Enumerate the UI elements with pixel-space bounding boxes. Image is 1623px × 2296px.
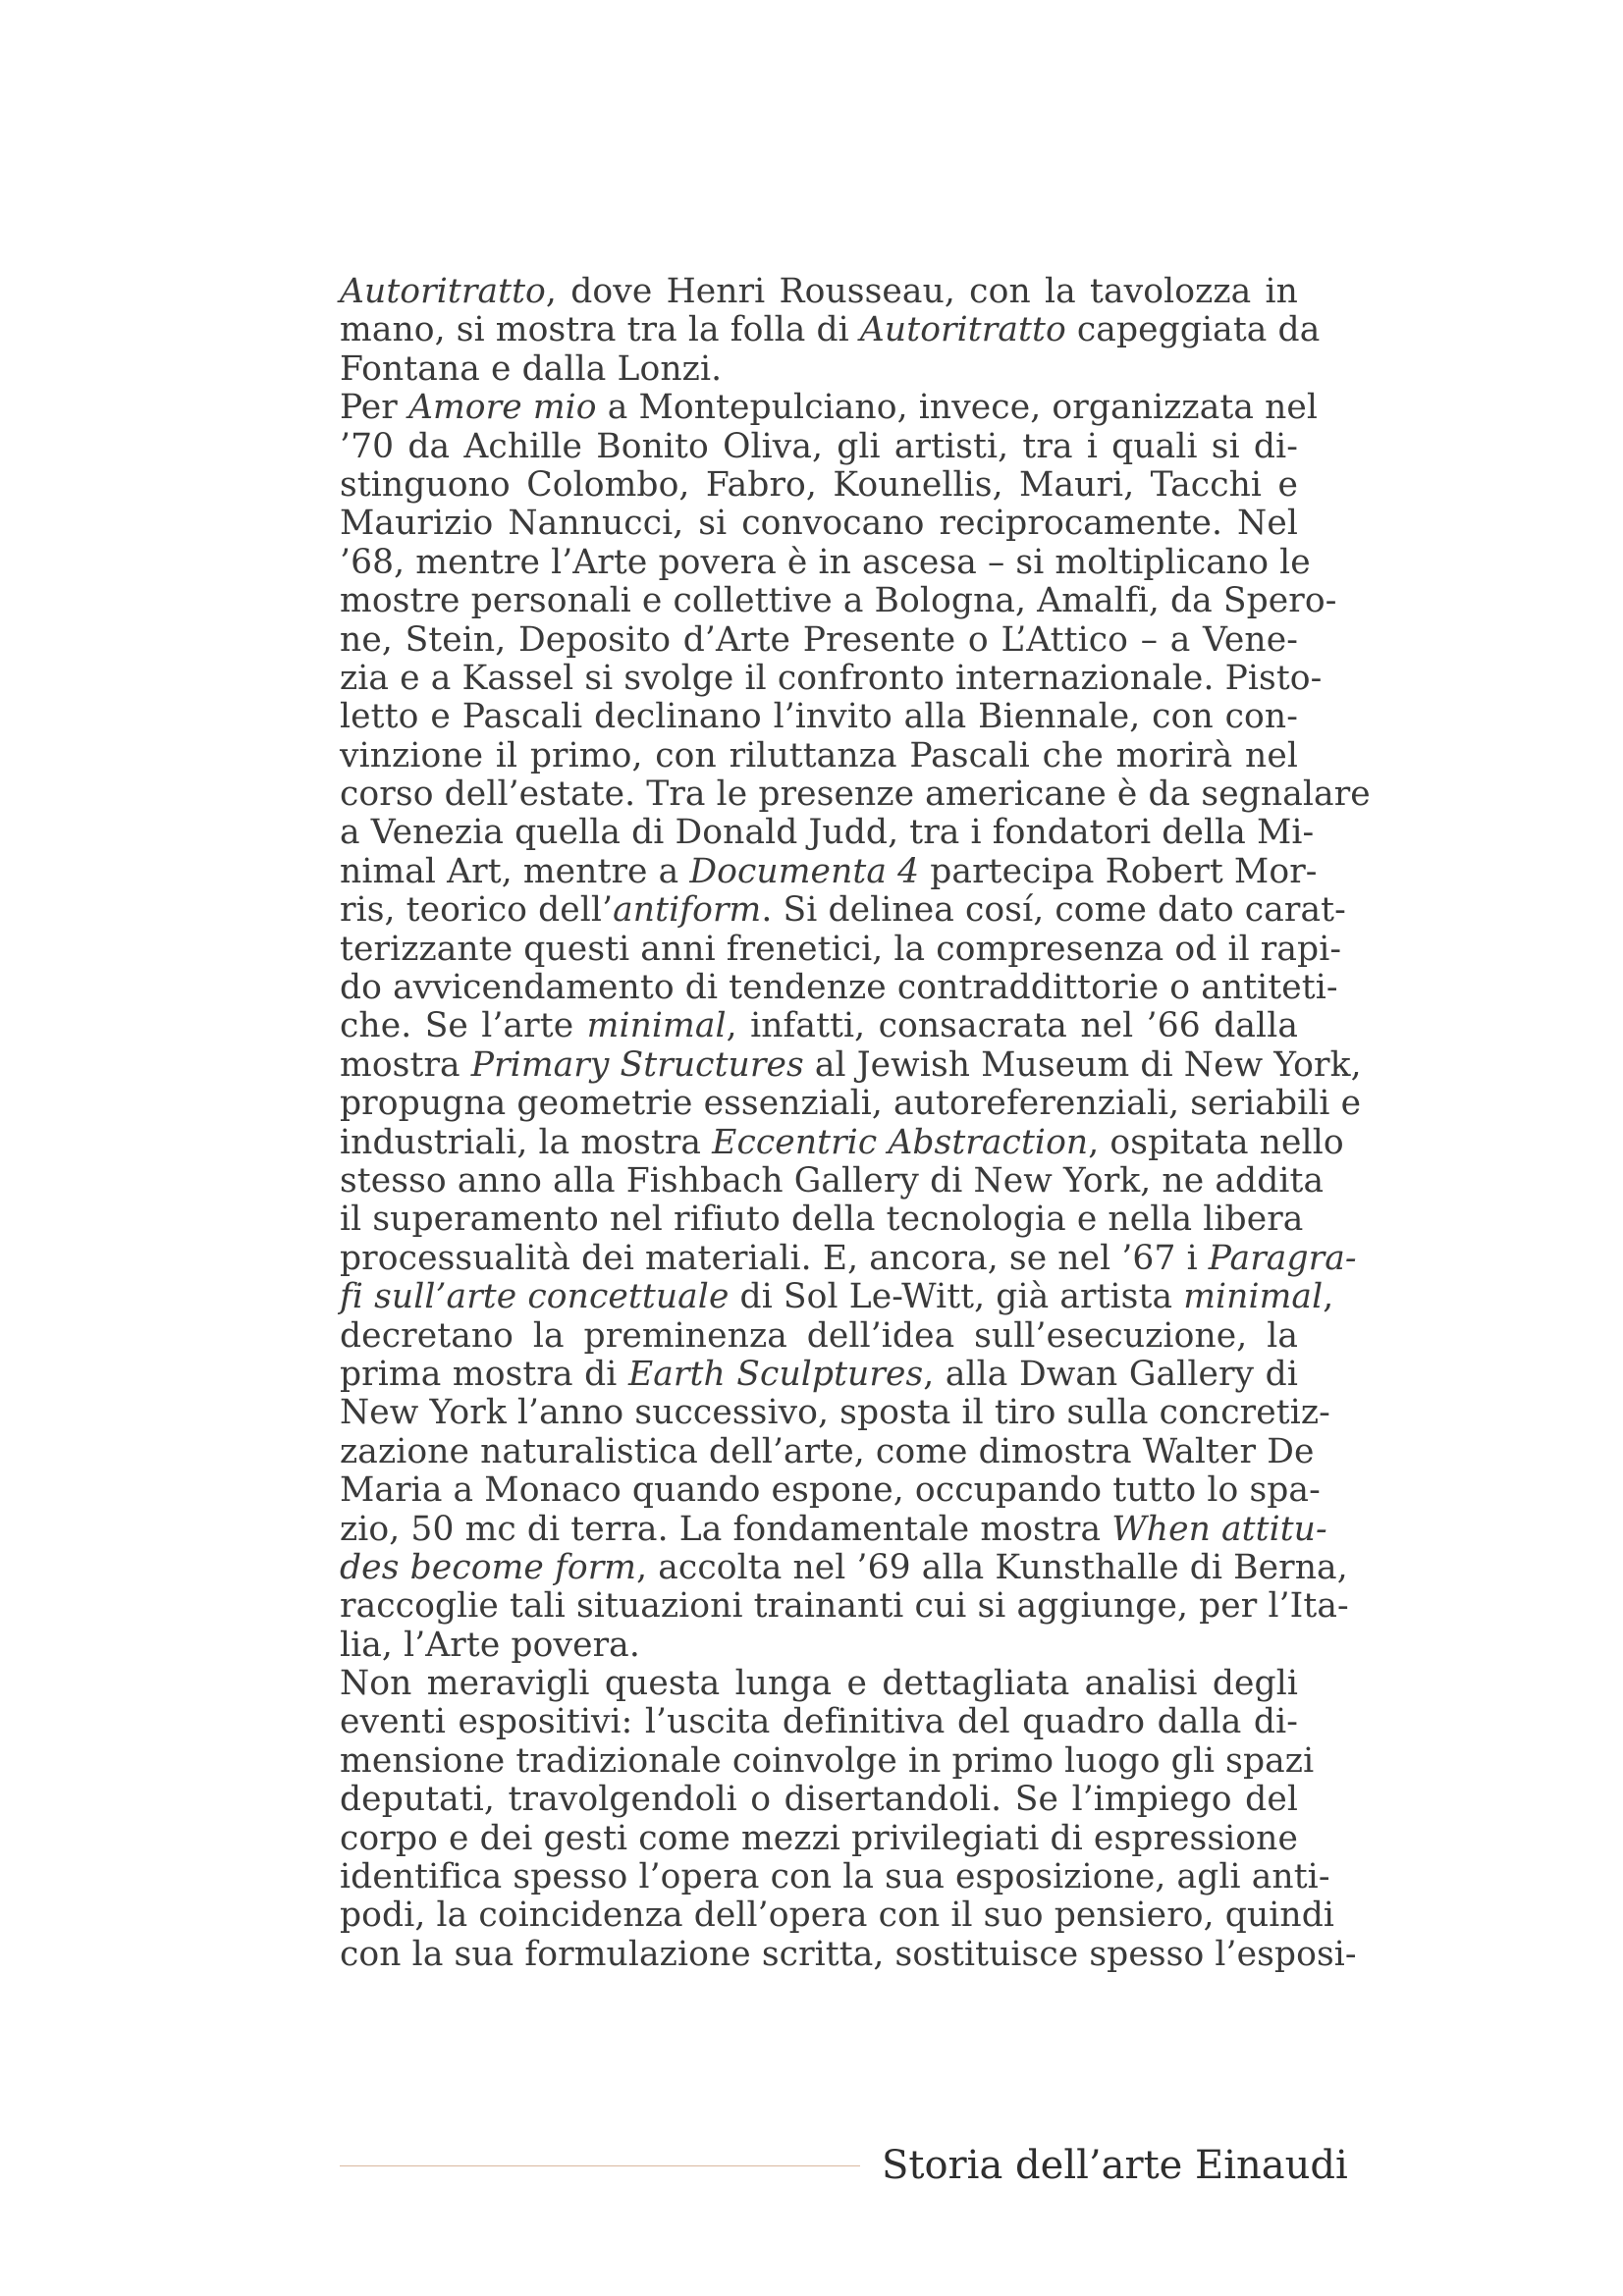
text-line <box>340 1820 1298 1858</box>
text-line <box>340 466 1298 505</box>
text-segment: a Montepulciano, invece, organizzata nel <box>596 388 1319 428</box>
body-text <box>340 272 1371 1974</box>
text-line <box>340 929 1342 969</box>
text-segment: il superamento nel rifiuto della tecnologia e nella libera <box>340 1200 1304 1240</box>
text-segment: Maurizio Nannucci, si convocano reciprocamente. Nel <box>340 504 1298 544</box>
text-segment: corso dell’estate. Tra le presenze americane è da segnalare <box>340 774 1371 815</box>
text-segment: mostre personali e collettive a Bologna, Amalfi, da Spero- <box>340 581 1337 621</box>
text-line <box>340 581 1337 621</box>
text-line <box>340 350 1298 389</box>
text-segment: vinzione il primo, con riluttanza Pascali che morirà nel <box>340 735 1298 775</box>
text-segment: ’68, mentre l’Arte povera è in ascesa – si moltiplicano le <box>340 542 1311 582</box>
italic-text: fi sull’arte concettuale <box>340 1277 730 1317</box>
text-segment: Fontana e dalla Lonzi. <box>340 348 723 389</box>
text-segment: Maria a Monaco quando espone, occupando tutto lo spa- <box>340 1470 1321 1511</box>
text-segment: prima mostra di <box>340 1354 628 1394</box>
text-segment: partecipa Robert Mor- <box>919 851 1318 891</box>
text-segment: New York l’anno successivo, sposta il tiro sulla concretiz- <box>340 1393 1330 1433</box>
italic-text: Eccentric Abstraction <box>712 1122 1089 1162</box>
text-line <box>340 1238 1357 1278</box>
text-segment: propugna geometrie essenziali, autoreferenziali, seriabili e <box>340 1084 1362 1124</box>
text-line <box>340 1896 1335 1936</box>
text-line <box>340 1122 1344 1162</box>
text-line <box>340 851 1318 891</box>
text-line <box>340 621 1298 660</box>
text-line <box>340 542 1311 582</box>
italic-text: When attitu- <box>1111 1509 1327 1549</box>
text-segment: ris, teorico dell’ <box>340 890 614 931</box>
text-line <box>340 1160 1325 1201</box>
text-segment: zazione naturalistica dell’arte, come dimostra Walter De <box>340 1431 1315 1471</box>
italic-text: minimal <box>1183 1277 1324 1317</box>
text-line <box>340 388 1319 428</box>
text-segment: letto e Pascali declinano l’invito alla Biennale, con con- <box>340 697 1298 737</box>
text-line <box>340 1857 1330 1897</box>
text-line <box>340 1547 1348 1587</box>
text-segment: , dove Henri Rousseau, con la tavolozza in <box>545 272 1298 311</box>
text-segment: do avvicendamento di tendenze contraddittorie o antiteti- <box>340 968 1338 1008</box>
text-segment: decretano la preminenza dell’idea sull’esecuzione, la <box>340 1315 1298 1356</box>
text-line <box>340 1431 1315 1471</box>
text-segment: stesso anno alla Fishbach Gallery di New York, ne addita <box>340 1160 1325 1201</box>
text-segment: eventi espositivi: l’uscita definitiva del quadro dalla di- <box>340 1702 1298 1742</box>
text-line <box>340 813 1315 853</box>
text-line <box>340 1317 1298 1356</box>
text-segment: , alla Dwan Gallery di <box>923 1354 1298 1394</box>
text-line <box>340 658 1323 698</box>
text-line <box>340 1934 1357 1974</box>
text-line <box>340 1781 1298 1819</box>
text-segment: , accolta nel ’69 alla Kunsthalle di Berna, <box>636 1547 1348 1587</box>
text-line <box>340 1740 1315 1781</box>
text-segment: , ospitata nello <box>1088 1122 1344 1162</box>
italic-text: Autoritratto <box>859 310 1066 350</box>
text-segment: che. Se l’arte <box>340 1006 587 1046</box>
text-segment: , <box>1323 1277 1334 1317</box>
italic-text: Paragra- <box>1208 1238 1357 1278</box>
text-segment: a Venezia quella di Donald Judd, tra i fondatori della Mi- <box>340 813 1315 853</box>
text-segment: corpo e dei gesti come mezzi privilegiati di espressione <box>340 1818 1298 1858</box>
text-line <box>340 1277 1334 1317</box>
text-line <box>340 310 1321 350</box>
text-segment: Per <box>340 388 408 428</box>
text-line <box>340 737 1298 775</box>
text-line <box>340 1007 1298 1045</box>
text-segment: di Sol Le-Witt, già artista <box>729 1277 1184 1317</box>
text-line <box>340 1665 1298 1703</box>
italic-text: Autoritratto <box>340 272 546 311</box>
text-segment: al Jewish Museum di New York, <box>803 1044 1362 1085</box>
text-line <box>340 890 1346 931</box>
text-segment: lia, l’Arte povera. <box>340 1625 640 1665</box>
text-line <box>340 1586 1349 1627</box>
text-line <box>340 1393 1330 1433</box>
text-line <box>340 505 1298 543</box>
text-segment: processualità dei materiali. E, ancora, se nel ’67 i <box>340 1238 1209 1278</box>
text-segment: capeggiata da <box>1065 310 1321 350</box>
text-line <box>340 428 1298 466</box>
italic-text: minimal <box>586 1006 727 1046</box>
text-segment: . Si delinea cosí, come dato carat- <box>761 890 1346 931</box>
italic-text: Documenta 4 <box>689 851 920 891</box>
text-line <box>340 698 1298 736</box>
text-segment: identifica spesso l’opera con la sua esposizione, agli anti- <box>340 1857 1330 1897</box>
italic-text: des become form <box>340 1547 637 1587</box>
text-segment: mensione tradizionale coinvolge in primo luogo gli spazi <box>340 1740 1315 1781</box>
text-segment: zio, 50 mc di terra. La fondamentale mostra <box>340 1509 1112 1549</box>
italic-text: antiform <box>613 890 762 931</box>
text-line <box>340 1470 1321 1511</box>
footer-publisher-label: Storia dell’arte Einaudi <box>882 2143 1348 2188</box>
text-segment: deputati, travolgendoli o disertandoli. Se l’impiego del <box>340 1780 1298 1820</box>
text-segment: ne, Stein, Deposito d’Arte Presente o L’Attico – a Vene- <box>340 619 1298 660</box>
footer-divider <box>340 2165 860 2166</box>
italic-text: Earth Sculptures <box>627 1354 924 1394</box>
text-line <box>340 1703 1298 1741</box>
text-segment: industriali, la mostra <box>340 1122 713 1162</box>
text-line <box>340 1627 1298 1665</box>
text-segment: mostra <box>340 1044 471 1085</box>
text-segment: Non meravigli questa lunga e dettagliata analisi degli <box>340 1664 1298 1704</box>
text-line <box>340 1200 1304 1240</box>
text-segment: stinguono Colombo, Fabro, Kounellis, Mauri, Tacchi e <box>340 464 1298 505</box>
italic-text: Primary Structures <box>470 1044 804 1085</box>
text-line <box>340 1509 1327 1549</box>
text-segment: podi, la coincidenza dell’opera con il suo pensiero, quindi <box>340 1896 1335 1936</box>
text-segment: ’70 da Achille Bonito Oliva, gli artisti, tra i quali si di- <box>340 426 1298 466</box>
text-line <box>340 1356 1298 1394</box>
text-line <box>340 774 1371 815</box>
text-segment: raccoglie tali situazioni trainanti cui si aggiunge, per l’Ita- <box>340 1586 1349 1627</box>
text-segment: zia e a Kassel si svolge il confronto internazionale. Pisto- <box>340 658 1323 698</box>
text-segment: nimal Art, mentre a <box>340 851 690 891</box>
text-segment: terizzante questi anni frenetici, la compresenza od il rapi- <box>340 929 1342 969</box>
text-line <box>340 1044 1362 1085</box>
text-segment: con la sua formulazione scritta, sostituisce spesso l’esposi- <box>340 1934 1357 1974</box>
text-line <box>340 1084 1362 1124</box>
text-line <box>340 273 1298 311</box>
italic-text: Amore mio <box>407 388 597 428</box>
text-segment: mano, si mostra tra la folla di <box>340 310 860 350</box>
text-segment: , infatti, consacrata nel ’66 dalla <box>726 1006 1298 1046</box>
text-line <box>340 968 1338 1008</box>
